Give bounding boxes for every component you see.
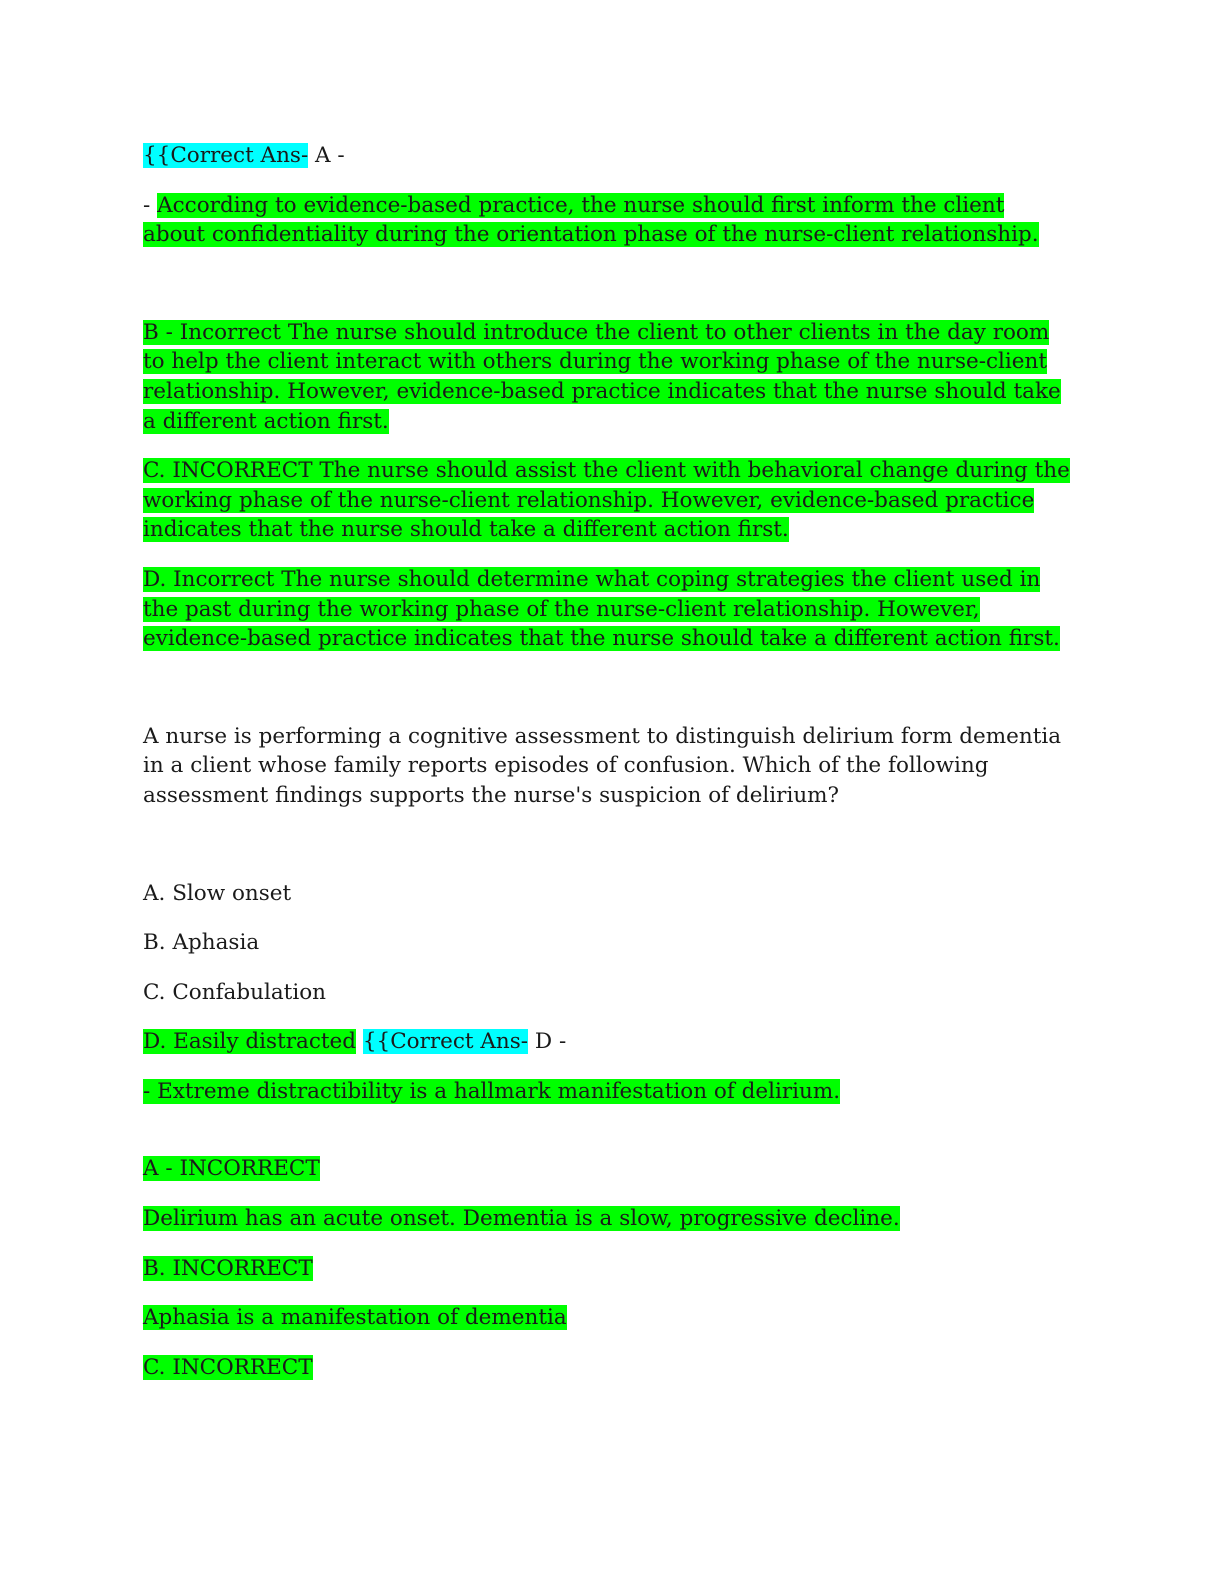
correct-answer-tag: {{Correct Ans-: [143, 143, 309, 168]
explanation-b: B - Incorrect The nurse should introduce the client to other clients in the day room to help the client interact with others during the working phase of the nurse-client relationship. However, evidence-based practice indicates that the nurse should take a different action first.: [143, 319, 1061, 434]
explanation-d: D. Incorrect The nurse should determine what coping strategies the client used in the past during the working phase of the nurse-client relationship. However, evidence-based practice indicates that the nurse should take a different action first.: [143, 566, 1060, 652]
correct-answer-letter: D -: [528, 1029, 567, 1055]
correct-answer-tag: {{Correct Ans-: [362, 1029, 529, 1055]
explanation-c: C. INCORRECT The nurse should assist the client with behavioral change during the working phase of the nurse-client relationship. However, evidence-based practice indicates that the nurse should take a different action first.: [143, 458, 1070, 543]
option-b: B. Aphasia: [143, 930, 260, 956]
rationale-2: - Extreme distractibility is a hallmark manifestation of delirium.: [143, 1078, 841, 1104]
correct-option: D. Easily distracted: [143, 1029, 356, 1055]
spacer: [143, 831, 1073, 879]
rationale-1: [143, 191, 1073, 250]
spacer: [143, 1126, 1073, 1154]
question-stem: A nurse is performing a cognitive assessment to distinguish delirium form dementia in a client whose family reports episodes of confusion. Which of the following assessment findings supports the nurse's suspicion of delirium?: [143, 723, 1062, 808]
explanation-b-text: Aphasia is a manifestation of dementia: [143, 1305, 567, 1331]
explanation-b-label: B. INCORRECT: [143, 1255, 313, 1281]
explanation-c-label: C. INCORRECT: [143, 1354, 313, 1380]
option-c: C. Confabulation: [143, 979, 326, 1005]
option-d-correct: [143, 1027, 1073, 1057]
rationale-dash: -: [143, 192, 158, 218]
option-a: A. Slow onset: [143, 880, 292, 906]
correct-answer-letter: A -: [308, 143, 345, 168]
explanation-a-text: Delirium has an acute onset. Dementia is a slow, progressive decline.: [143, 1206, 900, 1232]
rationale-text: According to evidence-based practice, the nurse should first inform the client about confidentiality during the orientation phase of the nurse-client relationship.: [143, 192, 1039, 248]
explanation-a-label: A - INCORRECT: [143, 1156, 320, 1182]
answer-line-1: [143, 141, 1073, 171]
spacer: [143, 674, 1073, 722]
spacer: [143, 270, 1073, 318]
document-page: [143, 141, 1073, 1402]
